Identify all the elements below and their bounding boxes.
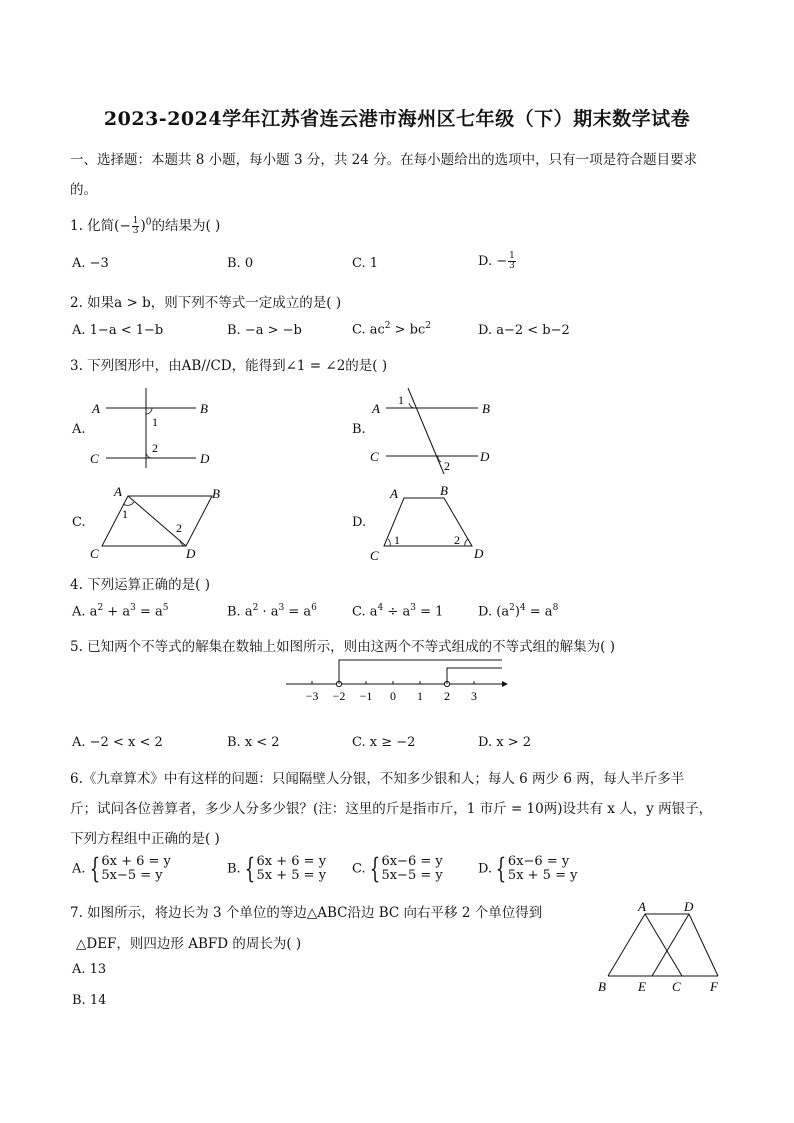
q4-a-exp1: 2 [97, 603, 104, 613]
q6-c-brace: { [369, 852, 380, 885]
q1-fraction [132, 217, 140, 236]
pt-B: B [440, 484, 448, 498]
pt-A: A [638, 899, 646, 914]
pt-D: D [474, 546, 484, 561]
q6-c-eq1: 6x−6 = y [381, 854, 443, 869]
q6-b-eq2: 5x + 5 = y [256, 868, 327, 883]
q6-d-eq2: 5x + 5 = y [507, 868, 578, 883]
q3-option-b-label[interactable]: B. [352, 422, 366, 437]
q6-b-letter: B. [227, 861, 241, 877]
pt-A: A [92, 401, 100, 416]
q4-b-base1: a [244, 604, 253, 620]
angle-arc-2 [465, 539, 468, 546]
q4-c-letter: C. [352, 604, 366, 620]
pt-A: A [114, 484, 122, 499]
pt-C: C [370, 449, 379, 464]
q3-option-c-label[interactable]: C. [72, 515, 86, 530]
axis-arrow-icon [502, 681, 508, 687]
segment-ac [645, 914, 682, 976]
q1-paren: ) [140, 218, 146, 234]
q6-a-letter: A. [72, 861, 86, 877]
q6-a-eq1: 6x + 6 = y [101, 854, 171, 869]
q4-d-base1: a [501, 604, 510, 620]
section-heading-line1: 一、选择题：本题共 8 小题，每小题 3 分，共 24 分。在每小题给出的选项中，只有一项是符合题目要求 [70, 152, 698, 168]
q6-c-letter: C. [352, 861, 366, 877]
q2-optc-part2: > bc [390, 322, 426, 338]
q6-b-brace: { [244, 852, 255, 885]
q6-stem-line1: 6.《九章算术》中有这样的问题：只闻隔壁人分银，不知多少银和人；每人 6 两少 6 两，每人半斤多半 [70, 771, 685, 787]
q2-option-c[interactable] [352, 321, 431, 337]
q6-option-a[interactable] [72, 852, 171, 885]
axis-tick-label: 3 [471, 689, 477, 703]
pt-B: B [482, 401, 490, 416]
segment-ab [608, 914, 645, 976]
q1-optd-den: 3 [509, 261, 515, 271]
q4-b-base2: a [270, 604, 279, 620]
q4-a-exp3: 5 [162, 603, 169, 613]
q4-a-base3: a [155, 604, 163, 620]
pt-D: D [684, 899, 694, 914]
angle-label-2: 2 [152, 441, 158, 455]
q6-a-eq2: 5x−5 = y [101, 868, 163, 883]
q5-option-a[interactable]: A. −2 < x < 2 [72, 735, 163, 750]
q1-option-a[interactable]: A. −3 [72, 256, 109, 271]
q4-option-c[interactable] [352, 603, 443, 619]
angle-label-2: 2 [444, 459, 450, 473]
q7-figure [594, 898, 724, 996]
q5-option-c[interactable]: C. x ≥ −2 [352, 735, 416, 750]
q2-option-d[interactable]: D. a−2 < b−2 [478, 323, 570, 338]
q6-c-eq2: 5x−5 = y [381, 868, 443, 883]
q1-suffix: 的结果为( ) [151, 218, 221, 234]
q4-c-exp1: 4 [377, 603, 384, 613]
angle-label-1: 1 [152, 415, 158, 429]
q3-figure-d [368, 484, 498, 564]
q4-option-d[interactable] [478, 603, 558, 619]
q5-option-d[interactable]: D. x > 2 [478, 735, 531, 750]
q4-b-exp1: 2 [252, 603, 259, 613]
angle-label-1: 1 [398, 393, 404, 407]
q6-b-eq1: 6x + 6 = y [256, 854, 327, 869]
q6-option-c[interactable] [352, 852, 443, 885]
q4-d-eq: = [525, 604, 545, 620]
angle-arc-1 [388, 539, 390, 546]
q2-option-b[interactable]: B. −a > −b [227, 323, 302, 338]
q6-d-letter: D. [478, 861, 493, 877]
q4-d-exp2: 8 [552, 603, 559, 613]
q1-optd-fraction [508, 252, 516, 271]
q4-d-letter: D. [478, 604, 493, 620]
angle-arc-1 [146, 408, 152, 414]
pt-E: E [638, 979, 646, 994]
q6-stem-line2: 斤；试问各位善算者，多少人分多少银？(注：这里的斤是指市斤，1 市斤 = 10两)设共有 x 人，y 两银子， [70, 801, 713, 817]
segment-df [689, 914, 718, 976]
q7-option-a[interactable]: A. 13 [72, 962, 107, 977]
q3-stem: 3. 下列图形中，由AB//CD，能得到∠1 = ∠2的是( ) [70, 358, 388, 374]
q2-optc-part1: C. ac [352, 322, 385, 338]
q2-stem: 2. 如果a > b，则下列不等式一定成立的是( ) [70, 295, 342, 311]
q4-b-exp3: 6 [311, 603, 317, 613]
q4-option-a[interactable] [72, 603, 169, 619]
q4-a-base2: a [122, 604, 131, 620]
q4-a-letter: A. [72, 604, 86, 620]
pt-D: D [186, 546, 196, 561]
axis-tick-label: 2 [444, 689, 450, 703]
angle-label-2: 2 [176, 521, 182, 535]
q5-stem: 5. 已知两个不等式的解集在数轴上如图所示，则由这两个不等式组成的不等式组的解集为( ) [70, 639, 615, 655]
q4-a-exp2: 3 [130, 603, 136, 613]
solution-ray-1 [339, 660, 502, 684]
axis-tick-label: −2 [332, 689, 346, 703]
q3-figure-b [368, 386, 508, 476]
q6-option-d[interactable] [478, 852, 578, 885]
pt-B: B [212, 486, 220, 501]
q1-optd-prefix: D. − [478, 254, 508, 269]
q7-stem-line1: 7. 如图所示，将边长为 3 个单位的等边△ABC沿边 BC 向右平移 2 个单位得到 [70, 905, 543, 921]
pt-C: C [90, 451, 99, 466]
page-title: 2023-2024学年江苏省连云港市海州区七年级（下）期末数学试卷 [103, 108, 691, 130]
transversal [408, 388, 444, 474]
q4-c-base1: a [369, 604, 378, 620]
axis-tick-label: 0 [390, 689, 396, 703]
q1-exponent: 0 [145, 217, 152, 228]
angle-label-1: 1 [394, 533, 400, 547]
angle-arc-1 [409, 403, 414, 408]
q6-stem-line3: 下列方程组中正确的是( ) [70, 831, 220, 847]
q2-optc-sup1: 2 [384, 321, 391, 331]
q4-b-dot: · [258, 604, 271, 620]
q6-option-b[interactable] [227, 852, 327, 885]
pt-A: A [390, 486, 398, 501]
q3-figure-a [88, 386, 228, 470]
pt-C: C [672, 979, 681, 994]
section-heading-line2: 的。 [70, 182, 97, 198]
q2-option-a[interactable]: A. 1−a < 1−b [72, 323, 164, 338]
pt-B: B [200, 401, 208, 416]
angle-label-1: 1 [122, 507, 128, 521]
axis-tick-label: −1 [359, 689, 373, 703]
pt-A: A [372, 401, 380, 416]
q1-optd-num: 1 [509, 251, 515, 261]
q4-d-rparen: ) [514, 604, 520, 620]
q5-option-b[interactable]: B. x < 2 [227, 735, 280, 750]
q6-a-brace: { [89, 852, 100, 885]
pt-D: D [480, 449, 490, 464]
q7-stem-line2: △DEF，则四边形 ABFD 的周长为( ) [76, 936, 302, 952]
axis-tick-label: −3 [305, 689, 319, 703]
q1-frac-num: 1 [132, 216, 139, 226]
q1-stem [70, 214, 220, 236]
q1-option-d[interactable] [478, 252, 517, 271]
q4-a-plus: + [103, 604, 123, 620]
q4-b-base3: a [303, 604, 312, 620]
q2-optc-sup2: 2 [425, 321, 432, 331]
q7-option-b[interactable]: B. 14 [72, 993, 107, 1008]
q1-option-c[interactable]: C. 1 [352, 256, 379, 271]
q1-prefix: 1. 化简(− [70, 218, 131, 234]
pt-B: B [598, 979, 606, 994]
q4-d-base2: a [544, 604, 553, 620]
q6-d-brace: { [495, 852, 507, 885]
q4-option-b[interactable] [227, 603, 317, 619]
angle-label-2: 2 [454, 533, 460, 547]
q5-number-line [284, 654, 514, 706]
q3-option-a-label[interactable]: A. [72, 422, 86, 437]
q4-d-exp1: 2 [509, 603, 515, 613]
pt-F: F [710, 979, 718, 994]
q4-b-exp2: 3 [278, 603, 285, 613]
q4-b-eq: = [284, 604, 304, 620]
q1-frac-den: 3 [132, 226, 139, 236]
q4-a-eq: = [135, 604, 156, 620]
q3-option-d-label[interactable]: D. [352, 515, 367, 530]
q4-stem: 4. 下列运算正确的是( ) [70, 577, 210, 593]
q4-c-eq1: = 1 [415, 604, 444, 620]
q4-a-base1: a [89, 604, 98, 620]
pt-C: C [90, 546, 99, 561]
pt-D: D [200, 451, 210, 466]
axis-tick-label: 1 [417, 689, 423, 703]
q4-c-div: ÷ [383, 604, 403, 620]
pt-C: C [370, 548, 379, 563]
q4-b-letter: B. [227, 604, 241, 620]
segment-de [652, 914, 689, 976]
q4-d-lparen: ( [496, 604, 502, 620]
q4-c-exp2: 3 [410, 603, 416, 613]
q4-c-base2: a [402, 604, 411, 620]
q4-d-exp-outer: 4 [519, 603, 526, 613]
q3-figure-c [88, 484, 228, 564]
q6-d-eq1: 6x−6 = y [507, 854, 570, 869]
q1-option-b[interactable]: B. 0 [227, 256, 254, 271]
